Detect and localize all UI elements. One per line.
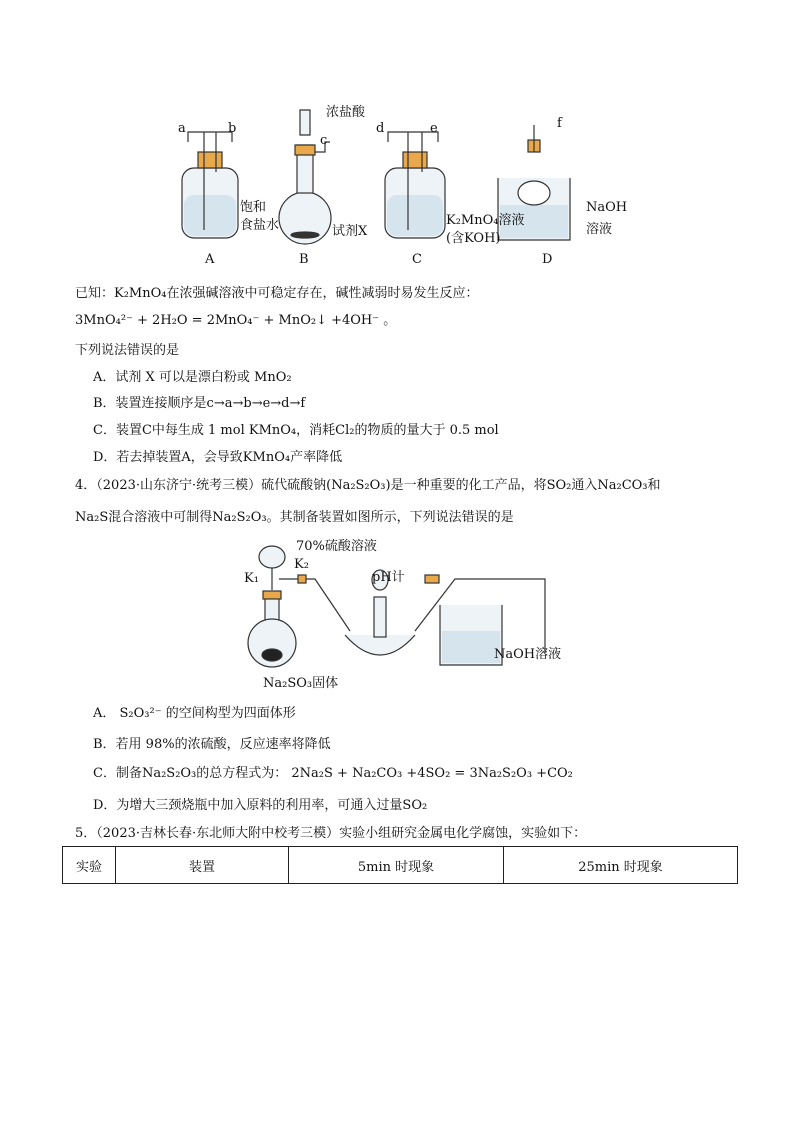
port-b: b xyxy=(228,121,237,136)
q4-option-d: D．为增大三颈烧瓶中加入原料的利用率，可通入过量SO₂ xyxy=(93,798,428,813)
port-d: d xyxy=(376,121,385,136)
q5-line-1: 5．（2023·吉林长春·东北师大附中校考三模）实验小组研究金属电化学腐蚀，实验如下： xyxy=(75,826,587,841)
thiosulfate-apparatus-figure xyxy=(240,535,570,690)
bottle-c xyxy=(385,132,445,238)
label-sat-brine-2: 食盐水 xyxy=(240,218,280,233)
caption-b: B xyxy=(299,252,309,267)
table-header-cell: 5min 时现象 xyxy=(289,847,504,884)
port-f: f xyxy=(557,116,562,131)
label-sat-brine-1: 饱和 xyxy=(240,200,267,215)
q4-option-c: C．制备Na₂S₂O₃的总方程式为： 2Na₂S + Na₂CO₃ +4SO₂ = 3Na₂S₂O₃ +CO₂ xyxy=(93,766,573,781)
table-header-cell: 装置 xyxy=(116,847,289,884)
label-k2: K₂ xyxy=(294,557,309,572)
label-naoh-1: NaOH xyxy=(586,200,628,215)
table-header-cell: 25min 时现象 xyxy=(504,847,738,884)
label-reagent-x: 试剂X xyxy=(332,224,368,239)
q4-option-a: A． S₂O₃²⁻ 的空间构型为四面体形 xyxy=(93,706,296,721)
table-header-row xyxy=(63,847,738,884)
q3-known: 已知：K₂MnO₄在浓强碱溶液中可稳定存在，碱性减弱时易发生反应： xyxy=(75,286,479,301)
q3-option-a: A．试剂 X 可以是漂白粉或 MnO₂ xyxy=(93,370,292,385)
port-c: c xyxy=(320,133,328,148)
label-k2mno4-1: K₂MnO₄溶液 xyxy=(446,213,525,228)
port-e: e xyxy=(430,121,438,136)
q4-line-2: Na₂S混合溶液中可制得Na₂S₂O₃。其制备装置如图所示，下列说法错误的是 xyxy=(75,510,514,525)
q3-option-b: B．装置连接顺序是c→a→b→e→d→f xyxy=(93,396,306,411)
caption-d: D xyxy=(542,252,553,267)
label-naoh-2: 溶液 xyxy=(586,222,613,237)
q3-option-c: C．装置C中每生成 1 mol KMnO₄，消耗Cl₂的物质的量大于 0.5 mol xyxy=(93,423,499,438)
apparatus-figure xyxy=(160,90,640,275)
experiment-table xyxy=(62,846,738,884)
caption-c: C xyxy=(412,252,422,267)
q3-equation: 3MnO₄²⁻ + 2H₂O = 2MnO₄⁻ + MnO₂↓ +4OH⁻ 。 xyxy=(75,313,397,328)
label-k1: K₁ xyxy=(244,571,259,586)
label-na2so3-solid: Na₂SO₃固体 xyxy=(263,676,339,691)
q4-line-1: 4．（2023·山东济宁·统考三模）硫代硫酸钠(Na₂S₂O₃)是一种重要的化工产品，将SO₂通入Na₂CO₃和 xyxy=(75,478,661,493)
label-conc-hcl: 浓盐酸 xyxy=(326,105,366,120)
q3-stem: 下列说法错误的是 xyxy=(75,343,180,358)
label-acid: 70%硫酸溶液 xyxy=(296,539,377,554)
port-a: a xyxy=(178,121,186,136)
label-ph-meter: pH计 xyxy=(372,570,405,585)
q3-option-d: D．若去掉装置A，会导致KMnO₄产率降低 xyxy=(93,450,343,465)
caption-a: A xyxy=(205,252,215,267)
label-k2mno4-2: (含KOH) xyxy=(446,231,501,246)
q4-option-b: B．若用 98%的浓硫酸，反应速率将降低 xyxy=(93,737,331,752)
bottle-a xyxy=(182,132,238,238)
flask-b xyxy=(279,110,331,244)
label-naoh-solution: NaOH溶液 xyxy=(494,647,562,662)
table-header-cell: 实验 xyxy=(63,847,116,884)
